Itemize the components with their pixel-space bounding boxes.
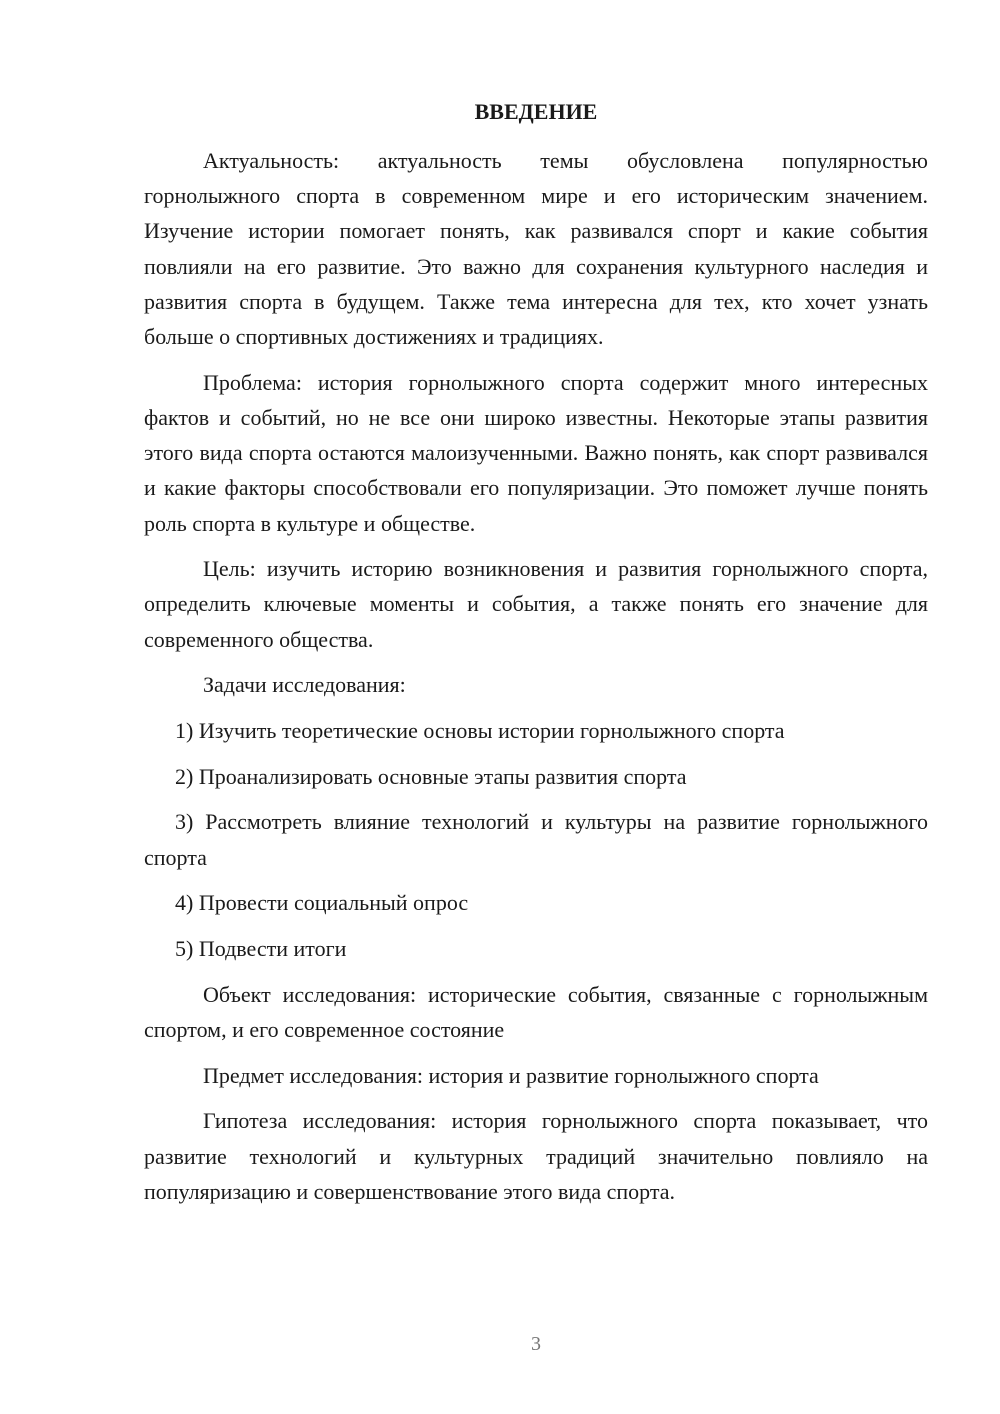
paragraph-goal: Цель: изучить историю возникновения и развития горнолыжного спорта, определить ключевые моменты и события, а также понять его значение для современного общества. [144, 556, 928, 652]
paragraph-subject: Предмет исследования: история и развитие горнолыжного спорта [203, 1062, 819, 1088]
section-heading: ВВЕДЕНИЕ [474, 99, 598, 124]
document-page [144, 94, 928, 1219]
tasks-title: Задачи исследования: [203, 672, 406, 698]
task-item-1: 1) Изучить теоретические основы истории горнолыжного спорта [175, 718, 785, 744]
task-item-5: 5) Подвести итоги [175, 936, 347, 962]
paragraph-relevance: Актуальность: актуальность темы обусловлена популярностью горнолыжного спорта в современном мире и его историческим значением. Изучение истории помогает понять, как развивался спорт и какие события повлияли на его развитие. Это важно для сохранения культурного наследия и развития спорта в будущем. Также тема интересна для тех, кто хочет узнать больше о спортивных достижениях и традициях. [144, 148, 928, 350]
task-item-2: 2) Проанализировать основные этапы развития спорта [175, 763, 687, 789]
task-item-4: 4) Провести социальный опрос [175, 890, 469, 916]
paragraph-problem: Проблема: история горнолыжного спорта содержит много интересных фактов и событий, но не все они широко известны. Некоторые этапы развития этого вида спорта остаются малоизученными. Важно понять, как спорт развивался и какие факторы способствовали его популяризации. Это поможет лучше понять роль спорта в культуре и обществе. [144, 369, 928, 536]
paragraph-hypothesis: Гипотеза исследования: история горнолыжного спорта показывает, что развитие технологий и культурных традиций значительно повлияло на популяризацию и совершенствование этого вида спорта. [144, 1108, 928, 1204]
page-number: 3 [531, 1333, 541, 1355]
paragraph-object: Объект исследования: исторические события, связанные с горнолыжным спортом, и его современное состояние [144, 981, 928, 1042]
task-item-3: 3) Рассмотреть влияние технологий и культуры на развитие горнолыжного спорта [144, 809, 928, 870]
